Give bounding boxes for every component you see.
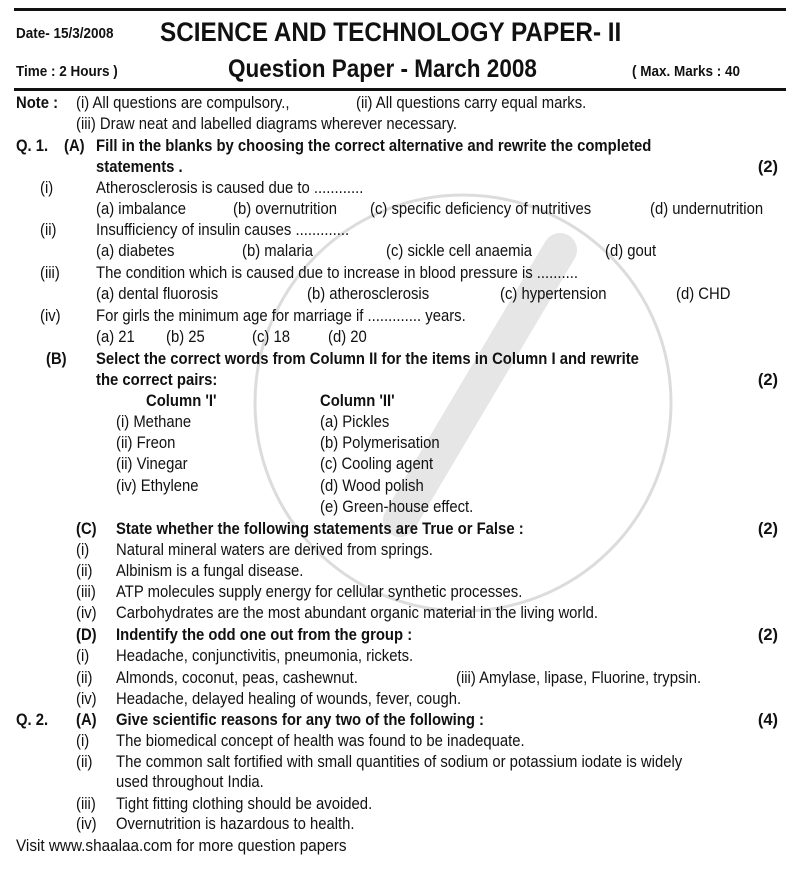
note-label: Note : (16, 94, 59, 112)
item-number: (ii) (76, 669, 93, 687)
column-2-item: (d) Wood polish (320, 477, 424, 495)
column-2-item: (e) Green-house effect. (320, 498, 474, 516)
item-number: (iv) (40, 307, 61, 325)
question-text: Atherosclerosis is caused due to ............ (96, 179, 364, 197)
item-number: (ii) (40, 221, 57, 239)
exam-date: Date- 15/3/2008 (16, 25, 114, 42)
note-2: (ii) All questions carry equal marks. (356, 94, 587, 112)
q1a-marks: (2) (757, 158, 778, 176)
column-1-item: (ii) Freon (116, 434, 176, 452)
column-1-item: (iv) Ethylene (116, 477, 199, 495)
statement: Headache, delayed healing of wounds, fever, cough. (116, 690, 462, 708)
note-3: (iii) Draw neat and labelled diagrams wherever necessary. (76, 115, 458, 133)
option: (a) diabetes (96, 242, 175, 260)
option: (a) imbalance (96, 200, 186, 218)
statement: The biomedical concept of health was found to be inadequate. (116, 732, 525, 750)
statement: Overnutrition is hazardous to health. (116, 815, 355, 833)
paper-subtitle: Question Paper - March 2008 (228, 55, 537, 83)
option: (d) CHD (676, 285, 731, 303)
q1b-label: (B) (46, 350, 67, 368)
item-number: (iv) (76, 604, 97, 622)
note-1: (i) All questions are compulsory., (76, 94, 290, 112)
item-number: (iv) (76, 815, 97, 833)
statement: Carbohydrates are the most abundant organic material in the living world. (116, 604, 599, 622)
q1b-instruction: Select the correct words from Column II for the items in Column I and rewrite (96, 350, 639, 368)
q2a-instruction: Give scientific reasons for any two of the following : (116, 711, 485, 729)
q2-number: Q. 2. (16, 711, 49, 729)
statement-continued: used throughout India. (116, 773, 264, 791)
option: (c) sickle cell anaemia (386, 242, 533, 260)
option: (b) overnutrition (233, 200, 338, 218)
top-rule (14, 8, 786, 11)
exam-time: Time : 2 Hours ) (16, 63, 118, 80)
statement: The common salt fortified with small quantities of sodium or potassium iodate is widely (116, 753, 683, 771)
q1a-instruction-2: statements . (96, 158, 183, 176)
option: (c) 18 (252, 328, 290, 346)
statement: (iii) Amylase, lipase, Fluorine, trypsin. (456, 669, 702, 687)
option: (d) undernutrition (650, 200, 764, 218)
column-1-header: Column 'I' (146, 392, 217, 410)
footer-link[interactable]: Visit www.shaalaa.com for more question papers (16, 836, 347, 855)
q1c-label: (C) (76, 520, 97, 538)
q1d-instruction: Indentify the odd one out from the group : (116, 626, 413, 644)
item-number: (iii) (40, 264, 60, 282)
q1a-instruction: Fill in the blanks by choosing the correct alternative and rewrite the completed (96, 137, 652, 155)
q1c-instruction: State whether the following statements are True or False : (116, 520, 524, 538)
statement: Almonds, coconut, peas, cashewnut. (116, 669, 358, 687)
q1b-marks: (2) (757, 371, 778, 389)
column-2-header: Column 'II' (320, 392, 395, 410)
option: (a) 21 (96, 328, 135, 346)
q1d-label: (D) (76, 626, 97, 644)
item-number: (iii) (76, 795, 96, 813)
q1c-marks: (2) (757, 520, 778, 538)
option: (c) hypertension (500, 285, 607, 303)
option: (d) 20 (328, 328, 367, 346)
column-2-item: (a) Pickles (320, 413, 390, 431)
item-number: (i) (76, 647, 90, 665)
q1a-label: (A) (64, 137, 85, 155)
q2a-label: (A) (76, 711, 97, 729)
paper-title: SCIENCE AND TECHNOLOGY PAPER- II (160, 17, 622, 47)
q1d-marks: (2) (757, 626, 778, 644)
option: (b) 25 (166, 328, 205, 346)
q2a-marks: (4) (757, 711, 778, 729)
column-1-item: (i) Methane (116, 413, 192, 431)
statement: Natural mineral waters are derived from springs. (116, 541, 433, 559)
item-number: (ii) (76, 753, 93, 771)
q1-number: Q. 1. (16, 137, 49, 155)
question-text: For girls the minimum age for marriage if ............. years. (96, 307, 466, 325)
option: (b) malaria (242, 242, 313, 260)
question-text: The condition which is caused due to increase in blood pressure is .......... (96, 264, 579, 282)
item-number: (i) (76, 541, 90, 559)
column-2-item: (c) Cooling agent (320, 455, 434, 473)
item-number: (iii) (76, 583, 96, 601)
item-number: (ii) (76, 562, 93, 580)
statement: Tight fitting clothing should be avoided. (116, 795, 373, 813)
column-1-item: (ii) Vinegar (116, 455, 188, 473)
question-text: Insufficiency of insulin causes ............. (96, 221, 350, 239)
header-rule (14, 88, 786, 91)
column-2-item: (b) Polymerisation (320, 434, 440, 452)
item-number: (i) (40, 179, 54, 197)
option: (d) gout (605, 242, 657, 260)
statement: ATP molecules supply energy for cellular synthetic processes. (116, 583, 523, 601)
statement: Headache, conjunctivitis, pneumonia, rickets. (116, 647, 414, 665)
item-number: (iv) (76, 690, 97, 708)
option: (c) specific deficiency of nutritives (370, 200, 592, 218)
item-number: (i) (76, 732, 90, 750)
option: (b) atherosclerosis (307, 285, 430, 303)
max-marks: ( Max. Marks : 40 (632, 63, 741, 80)
q1b-instruction-2: the correct pairs: (96, 371, 218, 389)
statement: Albinism is a fungal disease. (116, 562, 304, 580)
option: (a) dental fluorosis (96, 285, 219, 303)
